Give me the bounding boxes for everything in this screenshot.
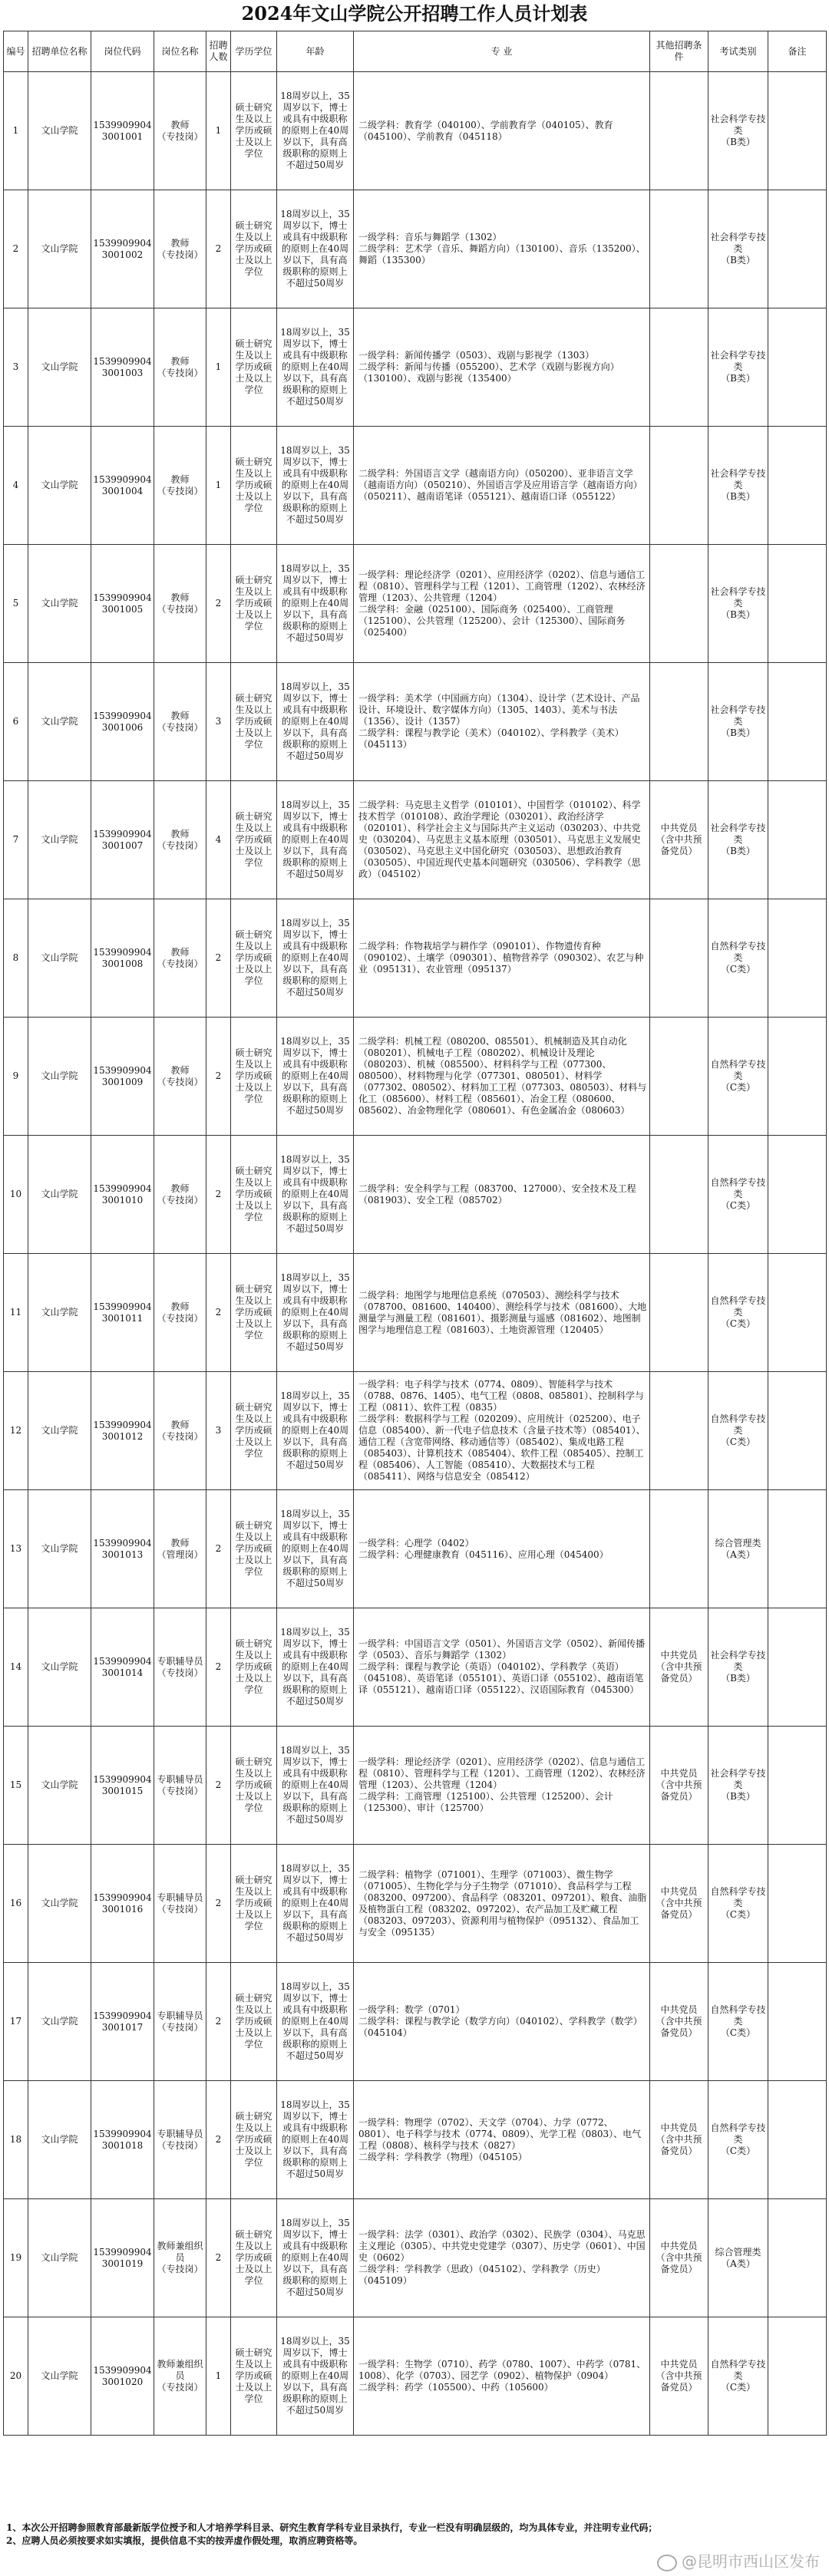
table-row xyxy=(4,1490,827,1608)
cell-exam: 社会科学专技类 （B类） xyxy=(708,1727,768,1845)
cell-exam: 社会科学专技类 （B类） xyxy=(708,781,768,899)
cell-other: 中共党员 （含中共预备党员） xyxy=(650,1608,708,1727)
cell-unit: 文山学院 xyxy=(28,1254,91,1372)
cell-remark xyxy=(768,2199,827,2317)
cell-other xyxy=(650,1372,708,1490)
table-row xyxy=(4,2081,827,2199)
cell-exam: 自然科学专技类 （C类） xyxy=(708,2081,768,2199)
table-row xyxy=(4,899,827,1018)
header-remark: 备注 xyxy=(768,31,827,72)
cell-age: 18周岁以上，35周岁以下，博士或具有中级职称的原则上在40周岁以下，具有高级职称的原则上不超过50周岁 xyxy=(277,72,354,190)
cell-no: 18 xyxy=(4,2081,28,2199)
cell-major: 二级学科：外国语言文学（越南语方向）（050200）、亚非语言文学（越南语方向）（050210）、外国语言学及应用语言学（越南语方向）（050211）、越南语笔译（055121）、越南语口译（055122） xyxy=(354,427,650,545)
cell-code: 15399099043001004 xyxy=(91,427,154,545)
cell-age: 18周岁以上，35周岁以下，博士或具有中级职称的原则上在40周岁以下，具有高级职称的原则上不超过50周岁 xyxy=(277,1254,354,1372)
cell-code: 15399099043001014 xyxy=(91,1608,154,1727)
table-row xyxy=(4,2317,827,2436)
cell-post: 教师 （专技岗） xyxy=(154,427,206,545)
cell-remark xyxy=(768,1254,827,1372)
cell-age: 18周岁以上，35周岁以下，博士或具有中级职称的原则上在40周岁以下，具有高级职称的原则上不超过50周岁 xyxy=(277,899,354,1018)
cell-code: 15399099043001016 xyxy=(91,1845,154,1963)
cell-code: 15399099043001009 xyxy=(91,1018,154,1136)
cell-unit: 文山学院 xyxy=(28,2081,91,2199)
cell-post: 教师 （专技岗） xyxy=(154,1136,206,1254)
cell-post: 教师 （专技岗） xyxy=(154,781,206,899)
watermark-text: @昆明市西山区发布 xyxy=(682,2552,820,2571)
cell-unit: 文山学院 xyxy=(28,1018,91,1136)
cell-degree: 硕士研究生及以上学历或硕士及以上学位 xyxy=(231,2317,277,2436)
cell-degree: 硕士研究生及以上学历或硕士及以上学位 xyxy=(231,1136,277,1254)
cell-age: 18周岁以上，35周岁以下，博士或具有中级职称的原则上在40周岁以下，具有高级职称的原则上不超过50周岁 xyxy=(277,1727,354,1845)
cell-age: 18周岁以上，35周岁以下，博士或具有中级职称的原则上在40周岁以下，具有高级职称的原则上不超过50周岁 xyxy=(277,1845,354,1963)
table-row xyxy=(4,72,827,190)
cell-unit: 文山学院 xyxy=(28,1136,91,1254)
cell-other: 中共党员 （含中共预备党员） xyxy=(650,1845,708,1963)
cell-other xyxy=(650,1018,708,1136)
cell-unit: 文山学院 xyxy=(28,308,91,427)
cell-post: 教师兼组织员 （专技岗） xyxy=(154,2317,206,2436)
cell-exam: 自然科学专技类 （C类） xyxy=(708,1136,768,1254)
weibo-icon xyxy=(657,2555,677,2571)
cell-exam: 社会科学专技类 （B类） xyxy=(708,1608,768,1727)
cell-unit: 文山学院 xyxy=(28,1490,91,1608)
cell-no: 12 xyxy=(4,1372,28,1490)
cell-exam: 自然科学专技类 （C类） xyxy=(708,1963,768,2081)
table-row xyxy=(4,308,827,427)
cell-count: 2 xyxy=(206,2199,231,2317)
cell-post: 教师 （专技岗） xyxy=(154,1254,206,1372)
cell-degree: 硕士研究生及以上学历或硕士及以上学位 xyxy=(231,1608,277,1727)
header-degree: 学历学位 xyxy=(231,31,277,72)
cell-no: 20 xyxy=(4,2317,28,2436)
table-row xyxy=(4,1963,827,2081)
cell-remark xyxy=(768,2081,827,2199)
cell-unit: 文山学院 xyxy=(28,899,91,1018)
cell-remark xyxy=(768,1136,827,1254)
cell-major: 一级学科：新闻传播学（0503）、戏剧与影视学（1303） 二级学科：新闻与传播（055200）、艺术学（戏剧与影视方向）（130100）、戏剧与影视（135400） xyxy=(354,308,650,427)
cell-major: 一级学科：理论经济学（0201）、应用经济学（0202）、信息与通信工程（0810）、管理科学与工程（1201）、工商管理（1202）、农林经济管理（1203）、公共管理（1204） 二级学科：金融（025100）、国际商务（025400）、工商管理（125100）、公共管理（125200）、会计（125300）、国际商务（025400） xyxy=(354,545,650,663)
header-post: 岗位名称 xyxy=(154,31,206,72)
header-no: 编号 xyxy=(4,31,28,72)
cell-count: 1 xyxy=(206,2317,231,2436)
cell-remark xyxy=(768,1727,827,1845)
cell-major: 一级学科：心理学（0402） 二级学科：心理健康教育（045116）、应用心理（045400） xyxy=(354,1490,650,1608)
cell-post: 教师兼组织员 （专技岗） xyxy=(154,2199,206,2317)
cell-exam: 社会科学专技类 （B类） xyxy=(708,190,768,308)
cell-no: 17 xyxy=(4,1963,28,2081)
cell-major: 一级学科：物理学（0702）、天文学（0704）、力学（0772、0801）、电子科学与技术（0774、0809）、光学工程（0803）、电气工程（0808）、核科学与技术（0827） 二级学科：学科教学（物理）（045105） xyxy=(354,2081,650,2199)
cell-remark xyxy=(768,427,827,545)
cell-code: 15399099043001010 xyxy=(91,1136,154,1254)
cell-remark xyxy=(768,545,827,663)
cell-unit: 文山学院 xyxy=(28,72,91,190)
cell-count: 2 xyxy=(206,2081,231,2199)
cell-degree: 硕士研究生及以上学历或硕士及以上学位 xyxy=(231,1018,277,1136)
cell-major: 二级学科：教育学（040100）、学前教育学（040105）、教育（045100）、学前教育（045118） xyxy=(354,72,650,190)
cell-remark xyxy=(768,1963,827,2081)
table-row xyxy=(4,663,827,781)
table-row xyxy=(4,2199,827,2317)
cell-remark xyxy=(768,1845,827,1963)
cell-age: 18周岁以上，35周岁以下，博士或具有中级职称的原则上在40周岁以下，具有高级职称的原则上不超过50周岁 xyxy=(277,1136,354,1254)
cell-major: 二级学科：地图学与地理信息系统（070503）、测绘科学与技术（078700、081600、140400）、测绘科学与技术（081600）、大地测量学与测量工程（081601）、摄影测量与遥感（081602）、地图制图学与地理信息工程（081603）、土地资源管理（120405） xyxy=(354,1254,650,1372)
header-major: 专 业 xyxy=(354,31,650,72)
cell-other xyxy=(650,545,708,663)
cell-major: 一级学科：中国语言文学（0501）、外国语言文学（0502）、新闻传播学（0503）、音乐与舞蹈学（1302） 二级学科：课程与教学论（英语）（040102）、学科教学（英语）（045108）、英语笔译（055101）、英语口译（055102）、越南语笔译（055121）、越南语口译（055122）、汉语国际教育（045300） xyxy=(354,1608,650,1727)
cell-age: 18周岁以上，35周岁以下，博士或具有中级职称的原则上在40周岁以下，具有高级职称的原则上不超过50周岁 xyxy=(277,1490,354,1608)
cell-age: 18周岁以上，35周岁以下，博士或具有中级职称的原则上在40周岁以下，具有高级职称的原则上不超过50周岁 xyxy=(277,2317,354,2436)
cell-other: 中共党员 （含中共预备党员） xyxy=(650,2081,708,2199)
cell-unit: 文山学院 xyxy=(28,545,91,663)
cell-age: 18周岁以上，35周岁以下，博士或具有中级职称的原则上在40周岁以下，具有高级职称的原则上不超过50周岁 xyxy=(277,427,354,545)
cell-major: 二级学科：作物栽培学与耕作学（090101）、作物遗传育种（090102）、土壤学（090301）、植物营养学（090302）、农艺与种业（095131）、农业管理（095137） xyxy=(354,899,650,1018)
cell-remark xyxy=(768,190,827,308)
cell-age: 18周岁以上，35周岁以下，博士或具有中级职称的原则上在40周岁以下，具有高级职称的原则上不超过50周岁 xyxy=(277,1372,354,1490)
cell-no: 9 xyxy=(4,1018,28,1136)
cell-no: 16 xyxy=(4,1845,28,1963)
cell-age: 18周岁以上，35周岁以下，博士或具有中级职称的原则上在40周岁以下，具有高级职称的原则上不超过50周岁 xyxy=(277,1963,354,2081)
cell-other: 中共党员 （含中共预备党员） xyxy=(650,1963,708,2081)
cell-age: 18周岁以上，35周岁以下，博士或具有中级职称的原则上在40周岁以下，具有高级职称的原则上不超过50周岁 xyxy=(277,308,354,427)
table-row xyxy=(4,1136,827,1254)
cell-degree: 硕士研究生及以上学历或硕士及以上学位 xyxy=(231,1254,277,1372)
cell-age: 18周岁以上，35周岁以下，博士或具有中级职称的原则上在40周岁以下，具有高级职称的原则上不超过50周岁 xyxy=(277,663,354,781)
cell-code: 15399099043001005 xyxy=(91,545,154,663)
cell-post: 专职辅导员 （专技岗） xyxy=(154,2081,206,2199)
watermark xyxy=(657,2549,820,2571)
cell-unit: 文山学院 xyxy=(28,1608,91,1727)
notes xyxy=(6,2522,820,2548)
table-body xyxy=(4,72,827,2436)
cell-exam: 社会科学专技类 （B类） xyxy=(708,427,768,545)
cell-code: 15399099043001020 xyxy=(91,2317,154,2436)
cell-post: 专职辅导员 （专技岗） xyxy=(154,1608,206,1727)
cell-degree: 硕士研究生及以上学历或硕士及以上学位 xyxy=(231,1845,277,1963)
cell-no: 13 xyxy=(4,1490,28,1608)
cell-no: 19 xyxy=(4,2199,28,2317)
cell-degree: 硕士研究生及以上学历或硕士及以上学位 xyxy=(231,427,277,545)
cell-no: 14 xyxy=(4,1608,28,1727)
cell-code: 15399099043001002 xyxy=(91,190,154,308)
cell-degree: 硕士研究生及以上学历或硕士及以上学位 xyxy=(231,308,277,427)
cell-remark xyxy=(768,2317,827,2436)
table-row xyxy=(4,781,827,899)
cell-count: 2 xyxy=(206,1136,231,1254)
cell-other xyxy=(650,308,708,427)
cell-major: 二级学科：安全科学与工程（083700、127000）、安全技术及工程（081903）、安全工程（085702） xyxy=(354,1136,650,1254)
cell-other xyxy=(650,190,708,308)
page-title: 2024年文山学院公开招聘工作人员计划表 xyxy=(241,2,588,25)
cell-code: 15399099043001007 xyxy=(91,781,154,899)
cell-exam: 社会科学专技类 （B类） xyxy=(708,308,768,427)
cell-code: 15399099043001008 xyxy=(91,899,154,1018)
cell-major: 一级学科：音乐与舞蹈学（1302） 二级学科：艺术学（音乐、舞蹈方向）（130100）、音乐（135200）、舞蹈（135300） xyxy=(354,190,650,308)
cell-unit: 文山学院 xyxy=(28,2199,91,2317)
cell-no: 6 xyxy=(4,663,28,781)
cell-major: 二级学科：植物学（071001）、生理学（071003）、微生物学（071005）、生物化学与分子生物学（071010）、食品科学与工程（083200、097200）、食品科学（083201、097201）、粮食、油脂及植物蛋白工程（083202、097202）、农产品加工及贮藏工程（083203、097203）、资源利用与植物保护（095132）、食品加工与安全（095135） xyxy=(354,1845,650,1963)
cell-count: 2 xyxy=(206,190,231,308)
cell-other: 中共党员 （含中共预备党员） xyxy=(650,781,708,899)
cell-other xyxy=(650,1254,708,1372)
cell-count: 1 xyxy=(206,308,231,427)
cell-remark xyxy=(768,1608,827,1727)
cell-count: 2 xyxy=(206,899,231,1018)
cell-unit: 文山学院 xyxy=(28,2317,91,2436)
cell-count: 2 xyxy=(206,545,231,663)
cell-other xyxy=(650,72,708,190)
table-row xyxy=(4,1845,827,1963)
cell-unit: 文山学院 xyxy=(28,1845,91,1963)
cell-unit: 文山学院 xyxy=(28,190,91,308)
cell-unit: 文山学院 xyxy=(28,1372,91,1490)
cell-no: 1 xyxy=(4,72,28,190)
cell-degree: 硕士研究生及以上学历或硕士及以上学位 xyxy=(231,1490,277,1608)
cell-count: 3 xyxy=(206,663,231,781)
cell-exam: 自然科学专技类 （C类） xyxy=(708,1845,768,1963)
cell-remark xyxy=(768,1372,827,1490)
cell-major: 一级学科：法学（0301）、政治学（0302）、民族学（0304）、马克思主义理论（0305）、中共党史党建学（0307）、历史学（0601）、中国史（0602） 二级学科：学科教学（思政）（045102）、学科教学（历史）（045109） xyxy=(354,2199,650,2317)
cell-code: 15399099043001017 xyxy=(91,1963,154,2081)
cell-count: 2 xyxy=(206,1845,231,1963)
cell-no: 10 xyxy=(4,1136,28,1254)
cell-no: 4 xyxy=(4,427,28,545)
cell-remark xyxy=(768,1018,827,1136)
cell-count: 2 xyxy=(206,1254,231,1372)
cell-exam: 自然科学专技类 （C类） xyxy=(708,2317,768,2436)
cell-degree: 硕士研究生及以上学历或硕士及以上学位 xyxy=(231,781,277,899)
cell-major: 一级学科：美术学（中国画方向）（1304）、设计学（艺术设计、产品设计、环境设计、数字媒体方向）（1305、1403）、美术与书法（1356）、设计（1357） 二级学科：课程与教学论（美术）（040102）、学科教学（美术）（045113） xyxy=(354,663,650,781)
cell-post: 教师 （专技岗） xyxy=(154,72,206,190)
cell-post: 教师 （专技岗） xyxy=(154,308,206,427)
cell-exam: 自然科学专技类 （C类） xyxy=(708,1254,768,1372)
cell-major: 一级学科：电子科学与技术（0774、0809）、智能科学与技术（0788、0876、1405）、电气工程（0808、085801）、控制科学与工程（0811）、软件工程（0835） 二级学科：数据科学与工程（020209）、应用统计（025200）、电子信息（085400）、新一代电子信息技术（含量子技术等）（085401）、通信工程（含宽带网络、移动通信等）（085402）、集成电路工程（085403）、计算机技术（085404）、软件工程（085405）、控制工程（085406）、人工智能（085410）、大数据技术与工程（085411）、网络与信息安全（085412） xyxy=(354,1372,650,1490)
cell-degree: 硕士研究生及以上学历或硕士及以上学位 xyxy=(231,1372,277,1490)
cell-exam: 社会科学专技类 （B类） xyxy=(708,663,768,781)
cell-no: 11 xyxy=(4,1254,28,1372)
cell-no: 3 xyxy=(4,308,28,427)
cell-post: 专职辅导员 （专技岗） xyxy=(154,1845,206,1963)
cell-other: 中共党员 （含中共预备党员） xyxy=(650,2199,708,2317)
cell-remark xyxy=(768,72,827,190)
cell-age: 18周岁以上，35周岁以下，博士或具有中级职称的原则上在40周岁以下，具有高级职称的原则上不超过50周岁 xyxy=(277,1608,354,1727)
cell-other xyxy=(650,663,708,781)
cell-no: 7 xyxy=(4,781,28,899)
cell-degree: 硕士研究生及以上学历或硕士及以上学位 xyxy=(231,545,277,663)
cell-remark xyxy=(768,781,827,899)
cell-unit: 文山学院 xyxy=(28,663,91,781)
cell-unit: 文山学院 xyxy=(28,781,91,899)
cell-age: 18周岁以上，35周岁以下，博士或具有中级职称的原则上在40周岁以下，具有高级职称的原则上不超过50周岁 xyxy=(277,190,354,308)
recruitment-table xyxy=(3,31,827,2436)
cell-post: 教师 （专技岗） xyxy=(154,1018,206,1136)
cell-code: 15399099043001001 xyxy=(91,72,154,190)
cell-remark xyxy=(768,308,827,427)
cell-degree: 硕士研究生及以上学历或硕士及以上学位 xyxy=(231,2081,277,2199)
cell-remark xyxy=(768,663,827,781)
table-row xyxy=(4,1608,827,1727)
cell-no: 8 xyxy=(4,899,28,1018)
header-exam: 考试类别 xyxy=(708,31,768,72)
cell-exam: 综合管理类 （A类） xyxy=(708,1490,768,1608)
cell-other xyxy=(650,899,708,1018)
cell-exam: 自然科学专技类 （C类） xyxy=(708,899,768,1018)
cell-degree: 硕士研究生及以上学历或硕士及以上学位 xyxy=(231,1727,277,1845)
cell-code: 15399099043001011 xyxy=(91,1254,154,1372)
cell-count: 4 xyxy=(206,781,231,899)
cell-post: 教师 （专技岗） xyxy=(154,1372,206,1490)
cell-degree: 硕士研究生及以上学历或硕士及以上学位 xyxy=(231,899,277,1018)
cell-count: 2 xyxy=(206,1963,231,2081)
cell-remark xyxy=(768,1490,827,1608)
cell-degree: 硕士研究生及以上学历或硕士及以上学位 xyxy=(231,1963,277,2081)
cell-post: 教师 （专技岗） xyxy=(154,190,206,308)
cell-unit: 文山学院 xyxy=(28,1727,91,1845)
cell-exam: 自然科学专技类 （C类） xyxy=(708,1018,768,1136)
cell-post: 教师 （专技岗） xyxy=(154,899,206,1018)
cell-no: 2 xyxy=(4,190,28,308)
cell-code: 15399099043001006 xyxy=(91,663,154,781)
cell-age: 18周岁以上，35周岁以下，博士或具有中级职称的原则上在40周岁以下，具有高级职称的原则上不超过50周岁 xyxy=(277,2081,354,2199)
table-row xyxy=(4,427,827,545)
cell-other xyxy=(650,427,708,545)
cell-code: 15399099043001012 xyxy=(91,1372,154,1490)
cell-count: 2 xyxy=(206,1608,231,1727)
cell-other: 中共党员 （含中共预备党员） xyxy=(650,1727,708,1845)
cell-degree: 硕士研究生及以上学历或硕士及以上学位 xyxy=(231,72,277,190)
cell-post: 专职辅导员 （专技岗） xyxy=(154,1963,206,2081)
cell-exam: 社会科学专技类 （B类） xyxy=(708,72,768,190)
header-age: 年龄 xyxy=(277,31,354,72)
note-2: 2、应聘人员必须按要求如实填报，提供信息不实的按弄虚作假处理，取消应聘资格等。 xyxy=(6,2535,363,2546)
table-row xyxy=(4,190,827,308)
cell-major: 一级学科：数学（0701） 二级学科：课程与教学论（数学方向）（040102）、学科教学（数学）（045104） xyxy=(354,1963,650,2081)
header-code: 岗位代码 xyxy=(91,31,154,72)
cell-major: 一级学科：生物学（0710）、药学（0780、1007）、中药学（0781、1008）、化学（0703）、园艺学（0902）、植物保护（0904） 二级学科：药学（105500）、中药（105600） xyxy=(354,2317,650,2436)
cell-exam: 自然科学专技类 （C类） xyxy=(708,1372,768,1490)
header-row xyxy=(4,31,827,72)
table-row xyxy=(4,1254,827,1372)
cell-exam: 社会科学专技类 （B类） xyxy=(708,545,768,663)
cell-post: 专职辅导员 （专技岗） xyxy=(154,1727,206,1845)
header-unit: 招聘单位名称 xyxy=(28,31,91,72)
cell-code: 15399099043001018 xyxy=(91,2081,154,2199)
cell-other xyxy=(650,1490,708,1608)
table-row xyxy=(4,1727,827,1845)
cell-remark xyxy=(768,899,827,1018)
cell-post: 教师 （专技岗） xyxy=(154,545,206,663)
cell-degree: 硕士研究生及以上学历或硕士及以上学位 xyxy=(231,663,277,781)
cell-exam: 综合管理类 （A类） xyxy=(708,2199,768,2317)
cell-count: 2 xyxy=(206,1018,231,1136)
cell-age: 18周岁以上，35周岁以下，博士或具有中级职称的原则上在40周岁以下，具有高级职称的原则上不超过50周岁 xyxy=(277,2199,354,2317)
table-row xyxy=(4,545,827,663)
cell-degree: 硕士研究生及以上学历或硕士及以上学位 xyxy=(231,2199,277,2317)
cell-major: 一级学科：理论经济学（0201）、应用经济学（0202）、信息与通信工程（0810）、管理科学与工程（1201）、工商管理（1202）、农林经济管理（1203）、公共管理（1204） 二级学科：工商管理（125100）、公共管理（125200）、会计（125300）、审计（125700） xyxy=(354,1727,650,1845)
header-other: 其他招聘条件 xyxy=(650,31,708,72)
cell-major: 二级学科：机械工程（080200、085501）、机械制造及其自动化（080201）、机械电子工程（080202）、机械设计及理论（080203）、机械（085500）、材料科学与工程（077300、080500）、材料物理与化学（077301、080501）、材料学（077302、080502）、材料加工工程（077303、080503）、材料与化工（085600）、材料工程（085601）、冶金工程（080600、085602）、冶金物理化学（080601）、有色金属冶金（080603） xyxy=(354,1018,650,1136)
cell-code: 15399099043001019 xyxy=(91,2199,154,2317)
cell-count: 1 xyxy=(206,72,231,190)
cell-unit: 文山学院 xyxy=(28,1963,91,2081)
cell-age: 18周岁以上，35周岁以下，博士或具有中级职称的原则上在40周岁以下，具有高级职称的原则上不超过50周岁 xyxy=(277,781,354,899)
cell-degree: 硕士研究生及以上学历或硕士及以上学位 xyxy=(231,190,277,308)
cell-post: 教师 （管理岗） xyxy=(154,1490,206,1608)
cell-age: 18周岁以上，35周岁以下，博士或具有中级职称的原则上在40周岁以下，具有高级职称的原则上不超过50周岁 xyxy=(277,545,354,663)
cell-count: 2 xyxy=(206,1490,231,1608)
cell-count: 3 xyxy=(206,1372,231,1490)
cell-no: 15 xyxy=(4,1727,28,1845)
cell-unit: 文山学院 xyxy=(28,427,91,545)
cell-code: 15399099043001015 xyxy=(91,1727,154,1845)
note-1: 1、本次公开招聘参照教育部最新版学位授予和人才培养学科目录、研究生教育学科专业目录执行，专业一栏没有明确层级的，均为具体专业，并注明专业代码； xyxy=(6,2522,658,2533)
cell-count: 2 xyxy=(206,1727,231,1845)
cell-post: 教师 （专技岗） xyxy=(154,663,206,781)
cell-other xyxy=(650,1136,708,1254)
header-count: 招聘人数 xyxy=(206,31,231,72)
cell-no: 5 xyxy=(4,545,28,663)
cell-code: 15399099043001003 xyxy=(91,308,154,427)
table-row xyxy=(4,1372,827,1490)
table-row xyxy=(4,1018,827,1136)
cell-age: 18周岁以上，35周岁以下，博士或具有中级职称的原则上在40周岁以下，具有高级职称的原则上不超过50周岁 xyxy=(277,1018,354,1136)
cell-major: 二级学科：马克思主义哲学（010101）、中国哲学（010102）、科学技术哲学（010108）、政治学理论（030201）、政治经济学（020101）、科学社会主义与国际共产主义运动（030203）、中共党史（030204）、马克思主义基本原理（030501）、马克思主义发展史（030502）、马克思主义中国化研究（030503）、思想政治教育（030505）、中国近现代史基本问题研究（030506）、学科教学（思政）（045102） xyxy=(354,781,650,899)
cell-other: 中共党员 （含中共预备党员） xyxy=(650,2317,708,2436)
cell-count: 1 xyxy=(206,427,231,545)
cell-code: 15399099043001013 xyxy=(91,1490,154,1608)
